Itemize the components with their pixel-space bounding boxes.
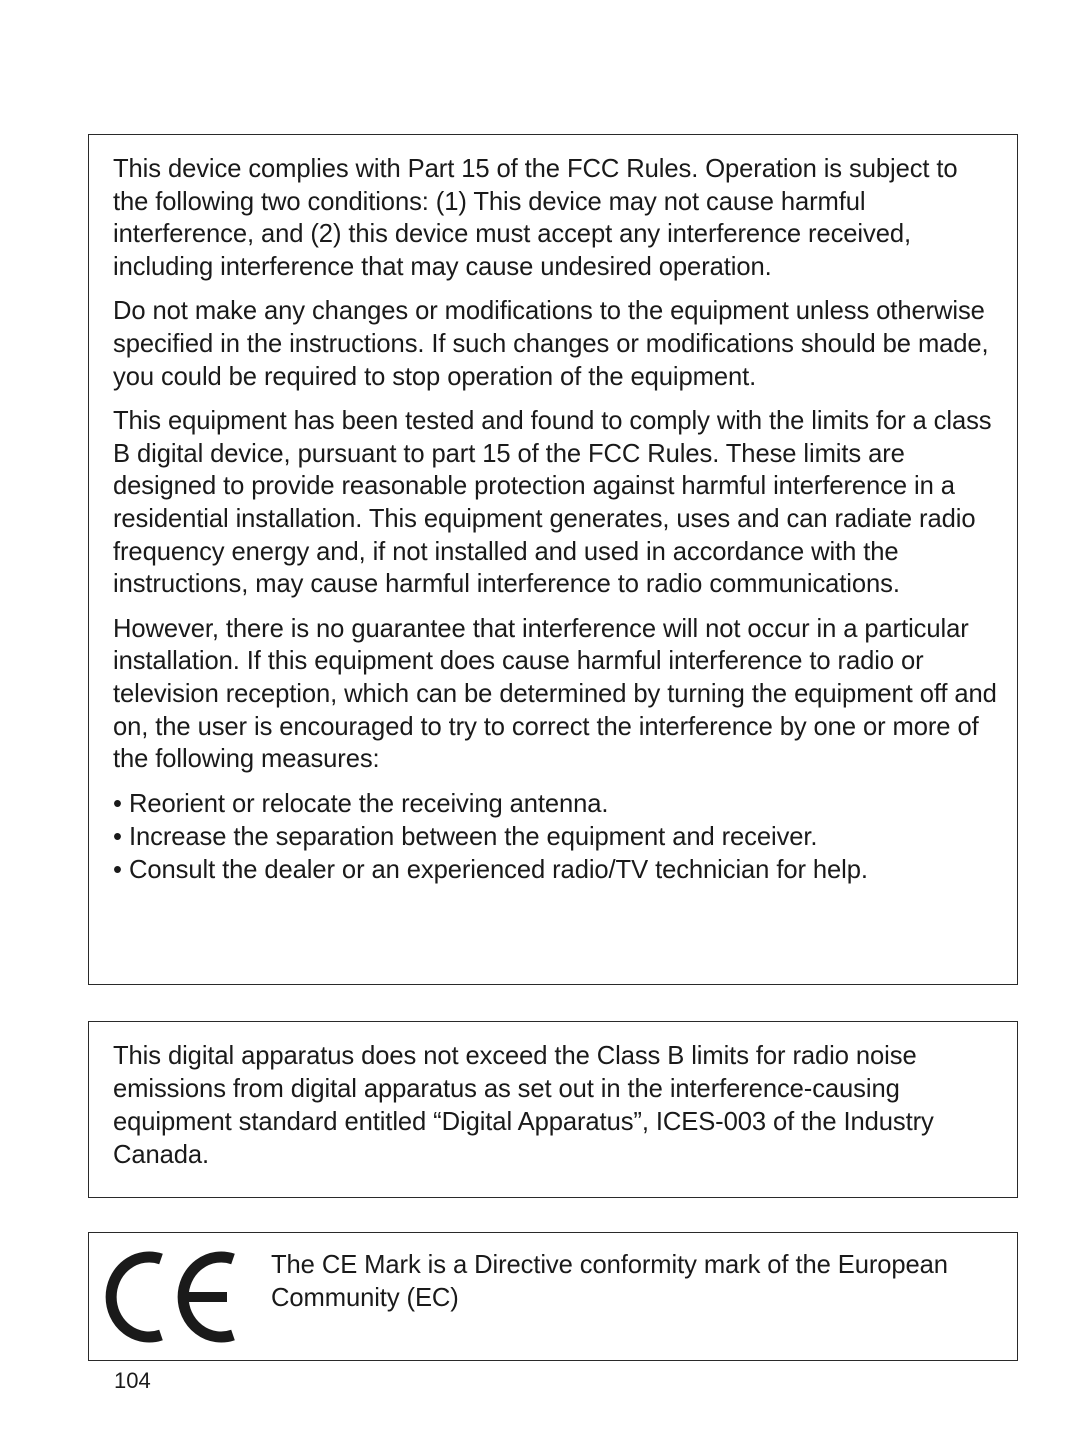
fcc-paragraph-4: However, there is no guarantee that interference will not occur in a particular installation. If this equipment does cause harmful interference to radio or television reception, which can be determined by turning the equipment off and on, the user is encouraged to try to correct the interference by one or more of the following measures: bbox=[113, 614, 997, 774]
measure-text: Consult the dealer or an experienced radio/TV technician for help. bbox=[129, 855, 868, 884]
fcc-paragraph-3: This equipment has been tested and found to comply with the limits for a class B digital device, pursuant to part 15 of the FCC Rules. These limits are designed to provide reasonable protection against harmful interference in a residential installation. This equipment generates, uses and can radiate radio frequency energy and, if not installed and used in accordance with the instructions, may cause harmful interference to radio communications. bbox=[113, 407, 992, 599]
fcc-measures-list bbox=[113, 788, 997, 887]
bullet: • bbox=[113, 822, 122, 851]
ce-mark-description: The CE Mark is a Directive conformity mark of the European Community (EC) bbox=[271, 1251, 948, 1312]
ce-mark-icon bbox=[105, 1249, 235, 1343]
list-item bbox=[113, 788, 997, 821]
fcc-paragraph-2: Do not make any changes or modifications to the equipment unless otherwise specified in the instructions. If such changes or modifications should be made, you could be required to stop operation of the equipment. bbox=[113, 297, 989, 391]
fcc-paragraph-1: This device complies with Part 15 of the FCC Rules. Operation is subject to the following two conditions: (1) This device may not cause harmful interference, and (2) this device must accept any interference received, including interference that may cause undesired operation. bbox=[113, 155, 958, 281]
list-item bbox=[113, 821, 997, 854]
ce-notice-box bbox=[88, 1232, 1018, 1361]
list-item bbox=[113, 854, 997, 887]
industry-canada-text: This digital apparatus does not exceed the Class B limits for radio noise emissions from digital apparatus as set out in the interference-causing equipment standard entitled “Digital Apparatus”, ICES-003 of the Industry Canada. bbox=[113, 1042, 934, 1169]
bullet: • bbox=[113, 789, 122, 818]
industry-canada-notice-box bbox=[88, 1021, 1018, 1198]
bullet: • bbox=[113, 855, 122, 884]
measure-text: Increase the separation between the equipment and receiver. bbox=[129, 822, 818, 851]
fcc-notice-box bbox=[88, 134, 1018, 985]
measure-text: Reorient or relocate the receiving antenna. bbox=[129, 789, 609, 818]
page-number: 104 bbox=[114, 1368, 151, 1393]
